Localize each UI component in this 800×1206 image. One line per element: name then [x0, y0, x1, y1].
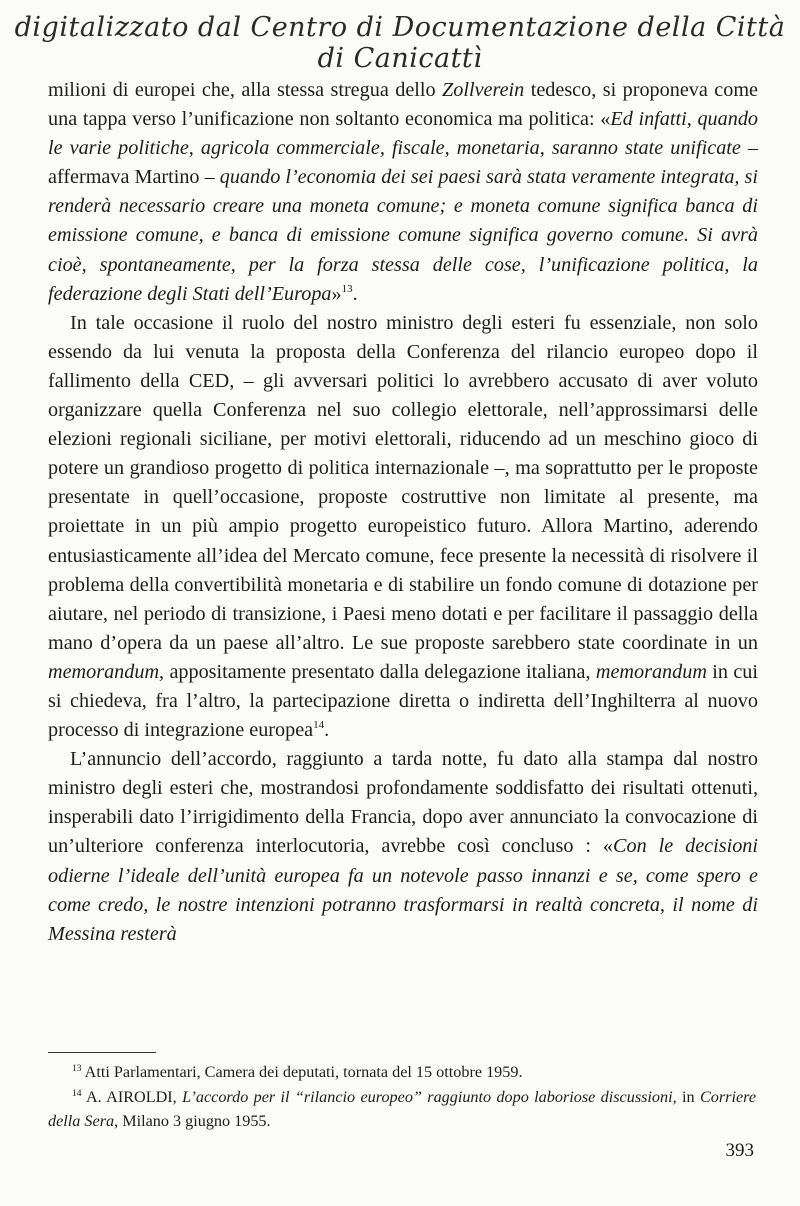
zollverein-term: Zollverein — [442, 79, 525, 101]
footnote-ref-13: 13 — [341, 282, 353, 295]
paragraph-3: L’annuncio dell’accordo, raggiunto a tarda notte, fu dato alla stampa dal nostro ministro degli esteri che, mostrandosi profondamente soddisfatto dei risultati ottenuti, insperabili dato l’irrigidimento della Francia, dopo aver annunciato la convocazione di un’ulteriore conferenza interlocutoria, avrebbe così concluso : «Con le decisioni odierne l’ideale dell’unità europea fa un notevole passo innanzi e se, come spero e come credo, le nostre intenzioni potranno trasformarsi in realtà concreta, il nome di Messina resterà — [48, 748, 758, 945]
footnotes — [48, 1060, 756, 1134]
paragraph-2: In tale occasione il ruolo del nostro ministro degli esteri fu essenziale, non solo essendo da lui venuta la proposta della Conferenza del rilancio europeo dopo il fallimento della CED, – gli avversari politici lo avrebbero accusato di aver voluto organizzare quella Conferenza nel suo collegio elettorale, nell’approssimarsi delle elezioni regionali siciliane, per motivi elettorali, riducendo ad un meschino gioco di potere un grandioso progetto di politica internazionale –, ma soprattutto per le proposte presentate in quell’occasione, proposte costruttive non limitate al presente, ma proiettate in un più ampio progetto europeistico futuro. Allora Martino, aderendo entusiasticamente all’idea del Mercato comune, fece presente la necessità di risolvere il problema della convertibilità monetaria e di stabilire un fondo comune di dotazione per aiutare, nel periodo di transizione, i Paesi meno dotati e per facilitare il passaggio della mano d’opera da un paese all’altro. Le sue proposte sarebbero state coordinate in un memorandum, appositamente presentato dalla delegazione italiana, memorandum in cui si chiedeva, fra l’altro, la partecipazione diretta o indiretta dell’Inghilterra al nuovo processo di integrazione europea$^{14}$. — [48, 311, 758, 742]
page-number: 393 — [725, 1140, 754, 1161]
body-text — [48, 76, 758, 949]
martino-quote: Ed infatti, quando le varie politiche, agricola commerciale, fiscale, monetaria, saranno state unificate — [48, 108, 759, 160]
footnote-14: $^{14}$ A. AIROLDI, L’accordo per il “rilancio europeo” raggiunto dopo laboriose discussioni, in Corriere della Sera, Milano 3 giugno 1955. — [48, 1087, 757, 1130]
footnote-separator — [48, 1052, 156, 1053]
page-body — [48, 76, 758, 949]
memorandum-term: memorandum — [48, 660, 160, 683]
footnote-ref-14: 14 — [313, 719, 325, 732]
memorandum-term: memorandum — [595, 660, 707, 683]
messina-quote: Con le decisioni odierne l’ideale dell’unità europea fa un notevole passo innanzi e se, come spero e come credo, le nostre intenzioni potranno trasformarsi in realtà concreta, il nome di Messina resterà — [48, 835, 758, 945]
footnote-13: $^{13}$ Atti Parlamentari, Camera dei deputati, tornata del 15 ottobre 1959. — [72, 1063, 523, 1081]
paragraph-1: milioni di europei che, alla stessa stregua dello Zollverein tedesco, si proponeva come una tappa verso l’unificazione non soltanto economica ma politica: «Ed infatti, quando le varie politiche, agricola commerciale, fiscale, monetaria, saranno state unificate – affermava Martino – quando l’economia dei sei paesi sarà stata veramente integrata, si renderà necessario creare una moneta comune; e moneta comune significa banca di emissione comune, e banca di emissione comune significa governo comune. Si avrà cioè, spontaneamente, per la forza stessa delle cose, l’unificazione politica, la federazione degli Stati dell’Europa»$^{13}$. — [48, 79, 759, 305]
martino-quote-cont: quando l’economia dei sei paesi sarà stata veramente integrata, si renderà necessario creare una moneta comune; e moneta comune significa banca di emissione comune, e banca di emissione comune significa governo comune. Si avrà cioè, spontaneamente, per la forza stessa delle cose, l’unificazione politica, la federazione degli Stati dell’Europa — [48, 166, 758, 305]
digitization-watermark: digitalizzato dal Centro di Documentazione della Città di Canicattì — [14, 12, 786, 74]
